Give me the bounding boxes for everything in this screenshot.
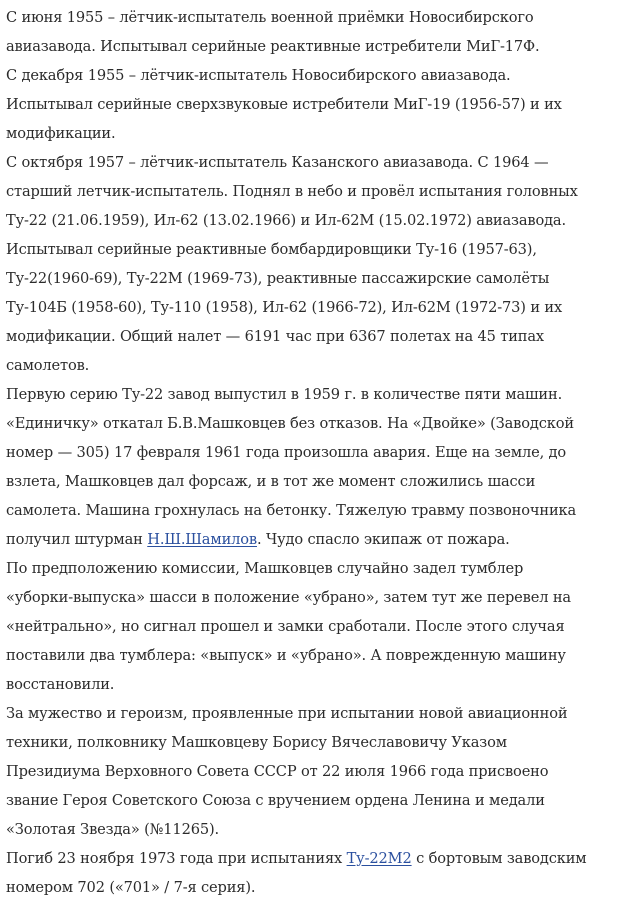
text-line bbox=[6, 612, 620, 641]
text-line bbox=[6, 409, 620, 438]
text-segment: . Чудо спасло экипаж от пожара. bbox=[256, 531, 510, 548]
text-line bbox=[6, 641, 620, 670]
text-segment: взлета, Машковцев дал форсаж, и в тот же момент сложились шасси bbox=[6, 473, 536, 490]
paragraph-6 bbox=[6, 699, 620, 844]
text-segment: «уборки-выпуска» шасси в положение «убрано», затем тут же перевел на bbox=[6, 589, 571, 606]
text-segment: Испытывал серийные сверхзвуковые истребители МиГ-19 (1956-57) и их bbox=[6, 96, 562, 113]
text-line bbox=[6, 438, 620, 467]
paragraph-2 bbox=[6, 61, 620, 148]
text-line bbox=[6, 873, 620, 902]
text-line bbox=[6, 322, 620, 351]
text-segment: «Золотая Звезда» (№11265). bbox=[6, 821, 220, 838]
paragraph-7 bbox=[6, 844, 620, 902]
text-line bbox=[6, 815, 620, 844]
text-segment: Первую серию Ту-22 завод выпустил в 1959 г. в количестве пяти машин. bbox=[6, 386, 563, 403]
text-segment: старший летчик-испытатель. Поднял в небо и провёл испытания головных bbox=[6, 183, 578, 200]
text-segment: модификации. bbox=[6, 125, 116, 142]
text-line bbox=[6, 206, 620, 235]
text-segment: восстановили. bbox=[6, 676, 115, 693]
link-tu-22m2[interactable]: Ту-22М2 bbox=[346, 850, 412, 867]
text-line bbox=[6, 3, 620, 32]
text-segment: С декабря 1955 – лётчик-испытатель Новосибирского авиазавода. bbox=[6, 67, 511, 84]
text-segment: модификации. Общий налет — 6191 час при 6367 полетах на 45 типах bbox=[6, 328, 544, 345]
text-line bbox=[6, 583, 620, 612]
paragraph-4 bbox=[6, 380, 620, 554]
text-segment: Испытывал серийные реактивные бомбардировщики Ту-16 (1957-63), bbox=[6, 241, 537, 258]
text-segment: С июня 1955 – лётчик-испытатель военной приёмки Новосибирского bbox=[6, 9, 534, 26]
text-segment: звание Героя Советского Союза с вручением ордена Ленина и медали bbox=[6, 792, 545, 809]
text-line bbox=[6, 525, 620, 554]
paragraph-1 bbox=[6, 3, 620, 61]
text-segment: Президиума Верховного Совета СССР от 22 июля 1966 года присвоено bbox=[6, 763, 549, 780]
text-segment: За мужество и героизм, проявленные при испытании новой авиационной bbox=[6, 705, 568, 722]
link-shamilov[interactable]: Н.Ш.Шамилов bbox=[147, 531, 257, 548]
text-segment: Ту-104Б (1958-60), Ту-110 (1958), Ил-62 (1966-72), Ил-62М (1972-73) и их bbox=[6, 299, 563, 316]
text-line bbox=[6, 844, 620, 873]
text-line bbox=[6, 119, 620, 148]
text-line bbox=[6, 786, 620, 815]
text-segment: самолетов. bbox=[6, 357, 90, 374]
text-segment: Ту-22 (21.06.1959), Ил-62 (13.02.1966) и Ил-62М (15.02.1972) авиазавода. bbox=[6, 212, 566, 229]
text-line bbox=[6, 728, 620, 757]
text-segment: С октября 1957 – лётчик-испытатель Казанского авиазавода. С 1964 — bbox=[6, 154, 549, 171]
text-segment: Ту-22(1960-69), Ту-22М (1969-73), реактивные пассажирские самолёты bbox=[6, 270, 550, 287]
text-segment: «нейтрально», но сигнал прошел и замки сработали. После этого случая bbox=[6, 618, 565, 635]
text-line bbox=[6, 148, 620, 177]
text-line bbox=[6, 264, 620, 293]
text-segment: с бортовым заводским bbox=[411, 850, 587, 867]
text-line bbox=[6, 293, 620, 322]
text-segment: авиазавода. Испытывал серийные реактивные истребители МиГ-17Ф. bbox=[6, 38, 540, 55]
text-line bbox=[6, 757, 620, 786]
paragraph-5 bbox=[6, 554, 620, 699]
text-line bbox=[6, 670, 620, 699]
text-line bbox=[6, 554, 620, 583]
text-segment: По предположению комиссии, Машковцев случайно задел тумблер bbox=[6, 560, 524, 577]
text-line bbox=[6, 380, 620, 409]
text-line bbox=[6, 496, 620, 525]
text-segment: самолета. Машина грохнулась на бетонку. Тяжелую травму позвоночника bbox=[6, 502, 577, 519]
text-line bbox=[6, 699, 620, 728]
text-line bbox=[6, 467, 620, 496]
text-line bbox=[6, 90, 620, 119]
text-segment: номером 702 («701» / 7-я серия). bbox=[6, 879, 256, 896]
text-line bbox=[6, 351, 620, 380]
text-segment: «Единичку» откатал Б.В.Машковцев без отказов. На «Двойке» (Заводской bbox=[6, 415, 574, 432]
text-segment: получил штурман bbox=[6, 531, 148, 548]
text-segment: Погиб 23 ноября 1973 года при испытаниях bbox=[6, 850, 347, 867]
text-segment: поставили два тумблера: «выпуск» и «убрано». А поврежденную машину bbox=[6, 647, 566, 664]
text-line bbox=[6, 235, 620, 264]
text-line bbox=[6, 177, 620, 206]
text-line bbox=[6, 32, 620, 61]
text-line bbox=[6, 61, 620, 90]
paragraph-3 bbox=[6, 148, 620, 380]
text-segment: техники, полковнику Машковцеву Борису Вячеславовичу Указом bbox=[6, 734, 507, 751]
text-segment: номер — 305) 17 февраля 1961 года произошла авария. Еще на земле, до bbox=[6, 444, 567, 461]
